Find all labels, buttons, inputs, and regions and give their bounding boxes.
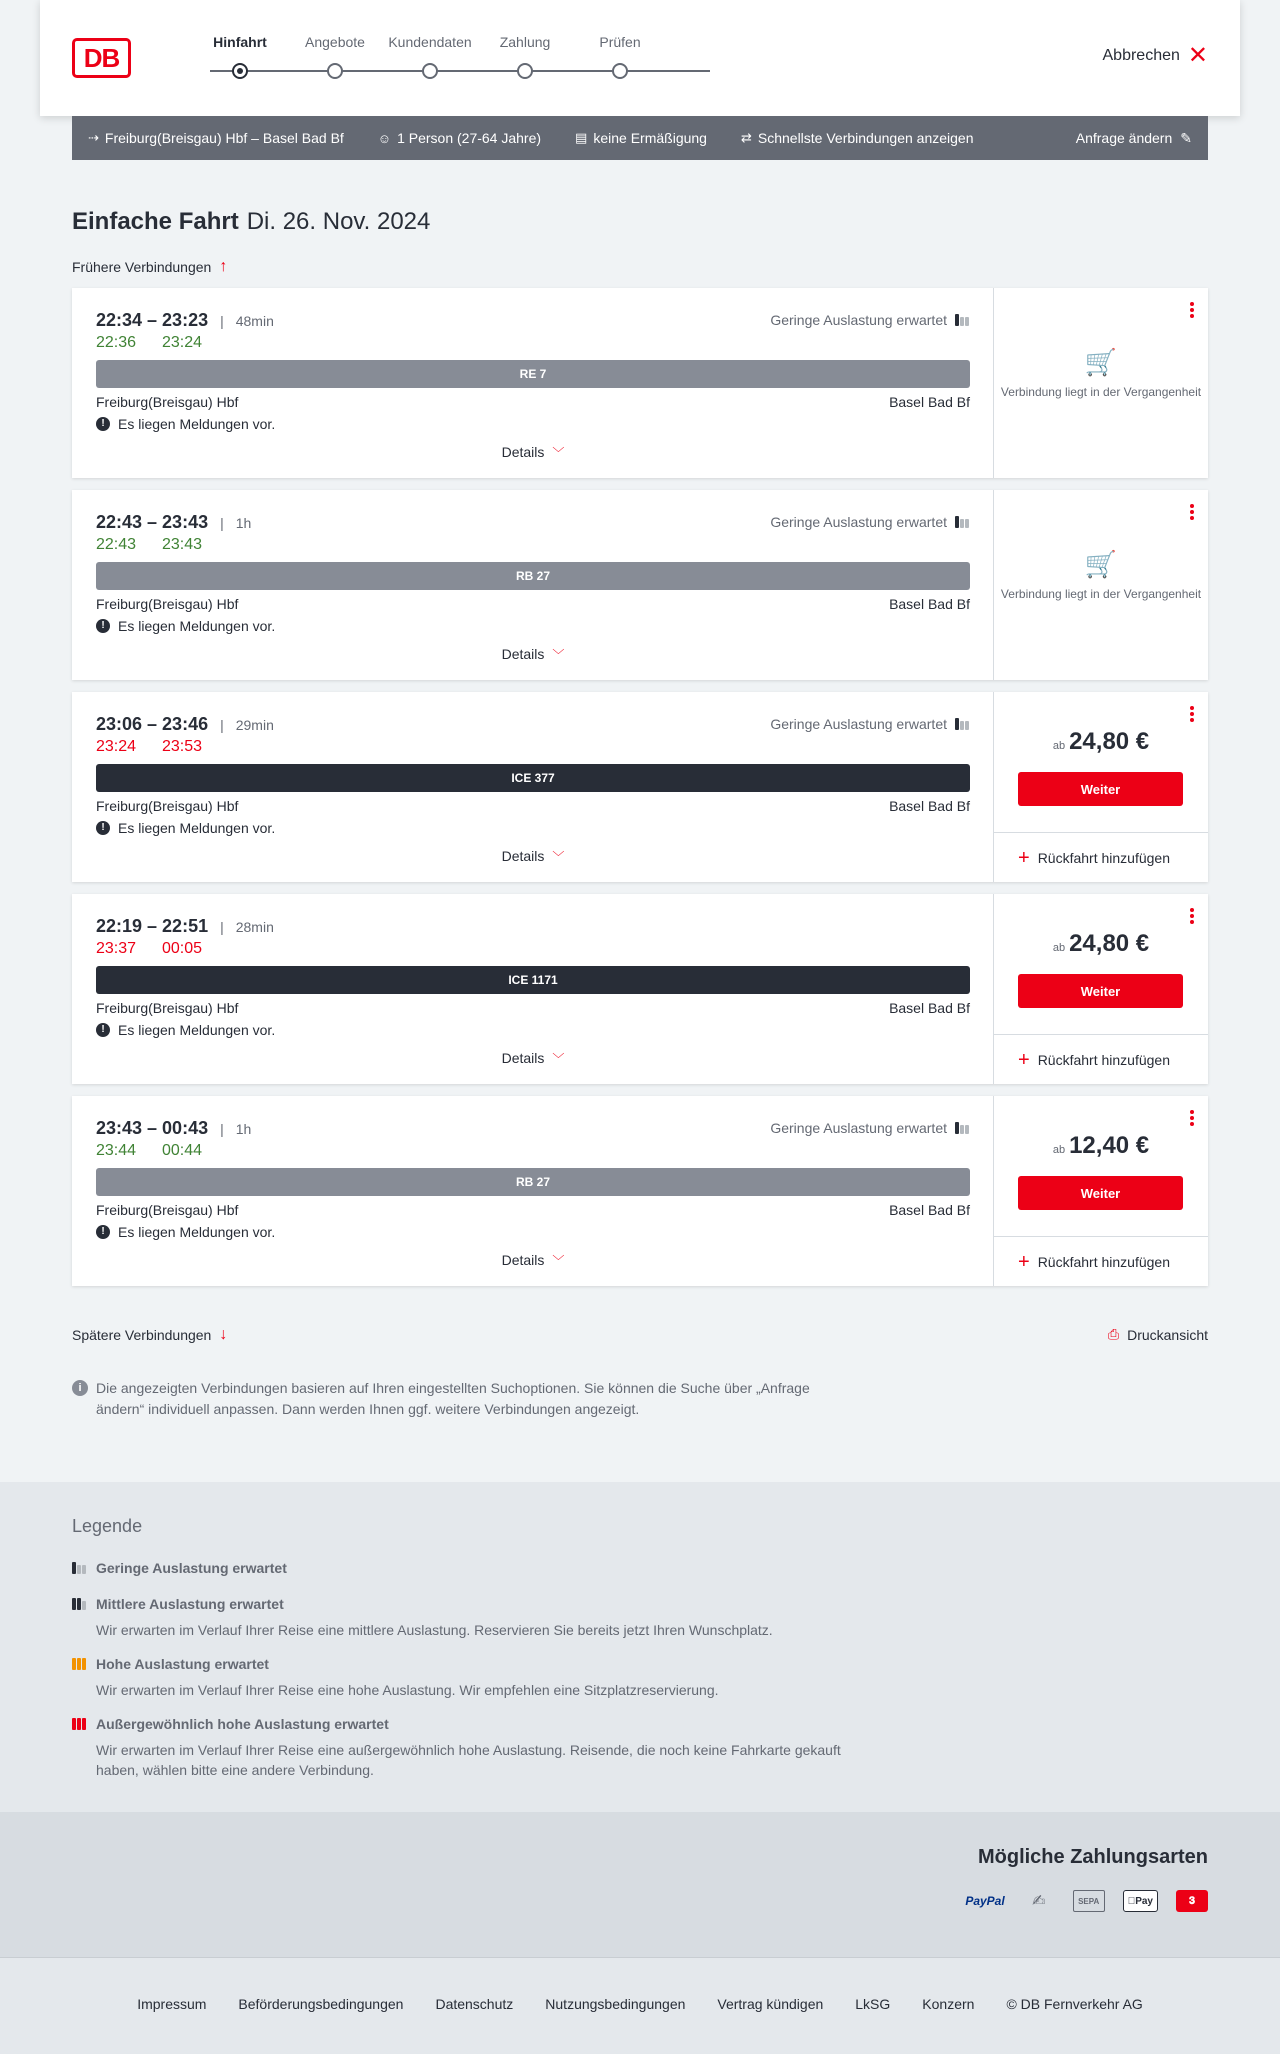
departure-station: Freiburg(Breisgau) Hbf (96, 394, 239, 410)
connection-card (72, 288, 1208, 478)
footer-link[interactable]: Impressum (137, 1996, 207, 2012)
chevron-down-icon: ﹀ (552, 850, 565, 864)
info-note: i Die angezeigten Verbindungen basieren auf Ihren eingestellten Suchoptionen. Sie können die Suche über „Anfrage ändern“ individuell anpassen. Dann werden Ihnen ggf. weitere Verbindungen angezeigt. (72, 1378, 852, 1420)
offer-panel (994, 1096, 1208, 1286)
offer-panel (994, 692, 1208, 882)
message-notice: ! Es liegen Meldungen vor. (96, 1022, 275, 1038)
header (40, 0, 1240, 116)
step-dot (517, 63, 533, 79)
add-return-trip-button[interactable]: + Rückfahrt hinzufügen (994, 1236, 1208, 1286)
offer-panel (994, 894, 1208, 1084)
scheduled-times: 22:43 – 23:43 | 1h (96, 512, 252, 532)
cancel-button[interactable]: Abbrechen ✕ (1102, 42, 1208, 69)
details-toggle[interactable]: Details ﹀ (501, 1050, 565, 1066)
continue-button[interactable]: Weiter (1018, 772, 1183, 806)
realtime-times: 22:36 23:24 (96, 334, 203, 351)
train-bar[interactable]: ICE 377 (96, 764, 970, 792)
more-options-icon[interactable] (1190, 1110, 1194, 1128)
arrival-station: Basel Bad Bf (889, 1202, 970, 1218)
footer-link[interactable]: Vertrag kündigen (717, 1996, 824, 2012)
occupancy-indicator: Geringe Auslastung erwartet (770, 312, 969, 328)
bahncard-icon: ▤ (575, 130, 588, 145)
footer-link[interactable]: Datenschutz (435, 1996, 514, 2012)
arrival-station: Basel Bad Bf (889, 1000, 970, 1016)
legend-item: Mittlere Auslastung erwartet Wir erwarten im Verlauf Ihrer Reise eine mittlere Auslastung. Reservieren Sie bereits jetzt Ihren Wunschplatz. (72, 1596, 852, 1640)
step-dot (612, 63, 628, 79)
divider: | (220, 312, 224, 329)
details-toggle[interactable]: Details ﹀ (501, 1252, 565, 1268)
payment-title: Mögliche Zahlungsarten (977, 1846, 1208, 1868)
summary-fastest: ⇄ Schnellste Verbindungen anzeigen (740, 130, 974, 146)
message-notice: ! Es liegen Meldungen vor. (96, 416, 275, 432)
departure-station: Freiburg(Breisgau) Hbf (96, 596, 239, 612)
occupancy-low-icon (955, 1122, 969, 1134)
info-icon: i (72, 1380, 88, 1396)
add-return-trip-button[interactable]: + Rückfahrt hinzufügen (994, 1034, 1208, 1084)
offer-panel (994, 490, 1208, 680)
cart-disabled-icon: 🛒 (1084, 347, 1118, 377)
connection-card (72, 692, 1208, 882)
arrow-down-icon: ↓ (219, 1326, 228, 1343)
arrival-station: Basel Bad Bf (889, 394, 970, 410)
sepa-icon: SEPA (1073, 1890, 1105, 1912)
message-notice: ! Es liegen Meldungen vor. (96, 618, 275, 634)
stations (96, 1202, 970, 1218)
arrival-station: Basel Bad Bf (889, 798, 970, 814)
duration: 1h (235, 1120, 252, 1137)
stations (96, 798, 970, 814)
db-payment-icon: 𝟑 (1176, 1890, 1208, 1912)
price: ab 24,80 € (1052, 930, 1150, 957)
occupancy-icon (72, 1598, 88, 1610)
step-dot (232, 63, 248, 79)
step-pruefen: Prüfen (560, 34, 680, 54)
more-options-icon[interactable] (1190, 302, 1194, 320)
duration: 48min (235, 312, 274, 329)
details-toggle[interactable]: Details ﹀ (501, 444, 565, 460)
occupancy-indicator: Geringe Auslastung erwartet (770, 1120, 969, 1136)
occupancy-icon (72, 1718, 88, 1730)
apple-pay-icon: Pay (1123, 1890, 1158, 1912)
chevron-down-icon: ﹀ (552, 1254, 565, 1268)
progress-line (210, 70, 710, 72)
step-angebote: Angebote (275, 34, 395, 54)
footer-link[interactable]: Beförderungsbedingungen (238, 1996, 404, 2012)
realtime-times: 23:24 23:53 (96, 738, 203, 755)
message-notice: ! Es liegen Meldungen vor. (96, 1224, 275, 1240)
past-connection-notice: 🛒 Verbindung liegt in der Vergangenheit (994, 550, 1208, 602)
departure-station: Freiburg(Breisgau) Hbf (96, 1000, 239, 1016)
plus-icon: + (1018, 846, 1030, 869)
printer-icon: ⎙ (1107, 1326, 1120, 1342)
duration: 1h (235, 514, 252, 531)
print-view-link[interactable]: ⎙ Druckansicht (1107, 1326, 1208, 1343)
later-connections-link[interactable]: Spätere Verbindungen ↓ (72, 1326, 228, 1343)
train-bar[interactable]: ICE 1171 (96, 966, 970, 994)
alert-icon: ! (96, 821, 110, 835)
connection-details (72, 490, 994, 680)
occupancy-icon (72, 1562, 88, 1574)
message-notice: ! Es liegen Meldungen vor. (96, 820, 275, 836)
direct-debit-icon: ✍ (1032, 1893, 1046, 1910)
connection-details (72, 1096, 994, 1286)
filter-icon: ⇄ (740, 130, 752, 145)
details-toggle[interactable]: Details ﹀ (501, 848, 565, 864)
summary-discount: ▤ keine Ermäßigung (575, 130, 707, 146)
person-icon: ☺ (377, 130, 392, 146)
chevron-down-icon: ﹀ (552, 1052, 565, 1066)
divider: | (220, 716, 224, 733)
more-options-icon[interactable] (1190, 706, 1194, 724)
legend-item: Außergewöhnlich hohe Auslastung erwartet Wir erwarten im Verlauf Ihrer Reise eine außergewöhnlich hohe Auslastung. Reisende, die noch keine Fahrkarte gekauft haben, wählen bitte eine andere Verbindung. (72, 1716, 852, 1780)
alert-icon: ! (96, 1225, 110, 1239)
arrival-station: Basel Bad Bf (889, 596, 970, 612)
realtime-times: 22:43 23:43 (96, 536, 203, 553)
progress-steps (180, 34, 780, 84)
legend-item: Hohe Auslastung erwartet Wir erwarten im Verlauf Ihrer Reise eine hohe Auslastung. Wir empfehlen eine Sitzplatzreservierung. (72, 1656, 852, 1700)
duration: 29min (235, 716, 274, 733)
pencil-icon: ✎ (1180, 129, 1192, 146)
legend-section (0, 1482, 1280, 1812)
legend-title: Legende (72, 1516, 143, 1536)
occupancy-low-icon (955, 314, 969, 326)
price: ab 24,80 € (1052, 728, 1150, 755)
realtime-times: 23:37 00:05 (96, 940, 203, 957)
payment-methods-section (0, 1812, 1280, 1957)
train-bar[interactable]: RE 7 (96, 360, 970, 388)
summary-travellers: ☺ 1 Person (27-64 Jahre) (377, 130, 542, 146)
alert-icon: ! (96, 417, 110, 431)
footer-link[interactable]: Nutzungsbedingungen (545, 1996, 686, 2012)
chevron-down-icon: ﹀ (552, 446, 565, 460)
footer (0, 1957, 1280, 2054)
price: ab 12,40 € (1052, 1132, 1150, 1159)
occupancy-icon (72, 1658, 88, 1670)
connection-card (72, 894, 1208, 1084)
realtime-times: 23:44 00:44 (96, 1142, 203, 1159)
scheduled-times: 23:43 – 00:43 | 1h (96, 1118, 252, 1138)
train-bar[interactable]: RB 27 (96, 1168, 970, 1196)
connection-details (72, 288, 994, 478)
duration: 28min (235, 918, 274, 935)
earlier-connections-link[interactable]: Frühere Verbindungen ↑ (72, 258, 228, 275)
change-request-button[interactable]: Anfrage ändern ✎ (1075, 129, 1192, 146)
add-return-trip-button[interactable]: + Rückfahrt hinzufügen (994, 832, 1208, 882)
more-options-icon[interactable] (1190, 504, 1194, 522)
occupancy-indicator: Geringe Auslastung erwartet (770, 514, 969, 530)
footer-link[interactable]: LkSG (855, 1996, 891, 2012)
scheduled-times: 22:34 – 23:23 | 48min (96, 310, 274, 330)
plus-icon: + (1018, 1250, 1030, 1273)
legend-item: Geringe Auslastung erwartet (72, 1560, 852, 1576)
footer-link: © DB Fernverkehr AG (1006, 1996, 1143, 2012)
departure-station: Freiburg(Breisgau) Hbf (96, 1202, 239, 1218)
route-arrow-icon: ⇢ (88, 130, 99, 145)
alert-icon: ! (96, 1023, 110, 1037)
occupancy-low-icon (955, 516, 969, 528)
scheduled-times: 22:19 – 22:51 | 28min (96, 916, 274, 936)
footer-link[interactable]: Konzern (922, 1996, 975, 2012)
departure-station: Freiburg(Breisgau) Hbf (96, 798, 239, 814)
arrow-up-icon: ↑ (219, 258, 228, 275)
plus-icon: + (1018, 1048, 1030, 1071)
divider: | (220, 918, 224, 935)
summary-route: ⇢ Freiburg(Breisgau) Hbf – Basel Bad Bf (88, 130, 344, 146)
stations (96, 394, 970, 410)
connection-details (72, 692, 994, 882)
connection-card (72, 1096, 1208, 1286)
divider: | (220, 1120, 224, 1137)
more-options-icon[interactable] (1190, 908, 1194, 926)
occupancy-indicator: Geringe Auslastung erwartet (770, 716, 969, 732)
past-connection-notice: 🛒 Verbindung liegt in der Vergangenheit (994, 348, 1208, 400)
occupancy-low-icon (955, 718, 969, 730)
page-title: Einfache Fahrt Di. 26. Nov. 2024 (72, 208, 431, 235)
alert-icon: ! (96, 619, 110, 633)
db-logo[interactable]: DB (72, 38, 131, 78)
chevron-down-icon: ﹀ (552, 648, 565, 662)
step-dot (327, 63, 343, 79)
step-kundendaten: Kundendaten (370, 34, 490, 54)
close-icon: ✕ (1187, 42, 1208, 69)
scheduled-times: 23:06 – 23:46 | 29min (96, 714, 274, 734)
step-zahlung: Zahlung (465, 34, 585, 54)
train-bar[interactable]: RB 27 (96, 562, 970, 590)
step-hinfahrt: Hinfahrt (180, 34, 300, 54)
continue-button[interactable]: Weiter (1018, 1176, 1183, 1210)
continue-button[interactable]: Weiter (1018, 974, 1183, 1008)
cart-disabled-icon: 🛒 (1084, 549, 1118, 579)
stations (96, 596, 970, 612)
details-toggle[interactable]: Details ﹀ (501, 646, 565, 662)
stations (96, 1000, 970, 1016)
offer-panel (994, 288, 1208, 478)
connection-details (72, 894, 994, 1084)
step-dot (422, 63, 438, 79)
divider: | (220, 514, 224, 531)
search-summary-bar (72, 116, 1208, 160)
paypal-icon: PayPal (965, 1894, 1005, 1908)
connection-card (72, 490, 1208, 680)
